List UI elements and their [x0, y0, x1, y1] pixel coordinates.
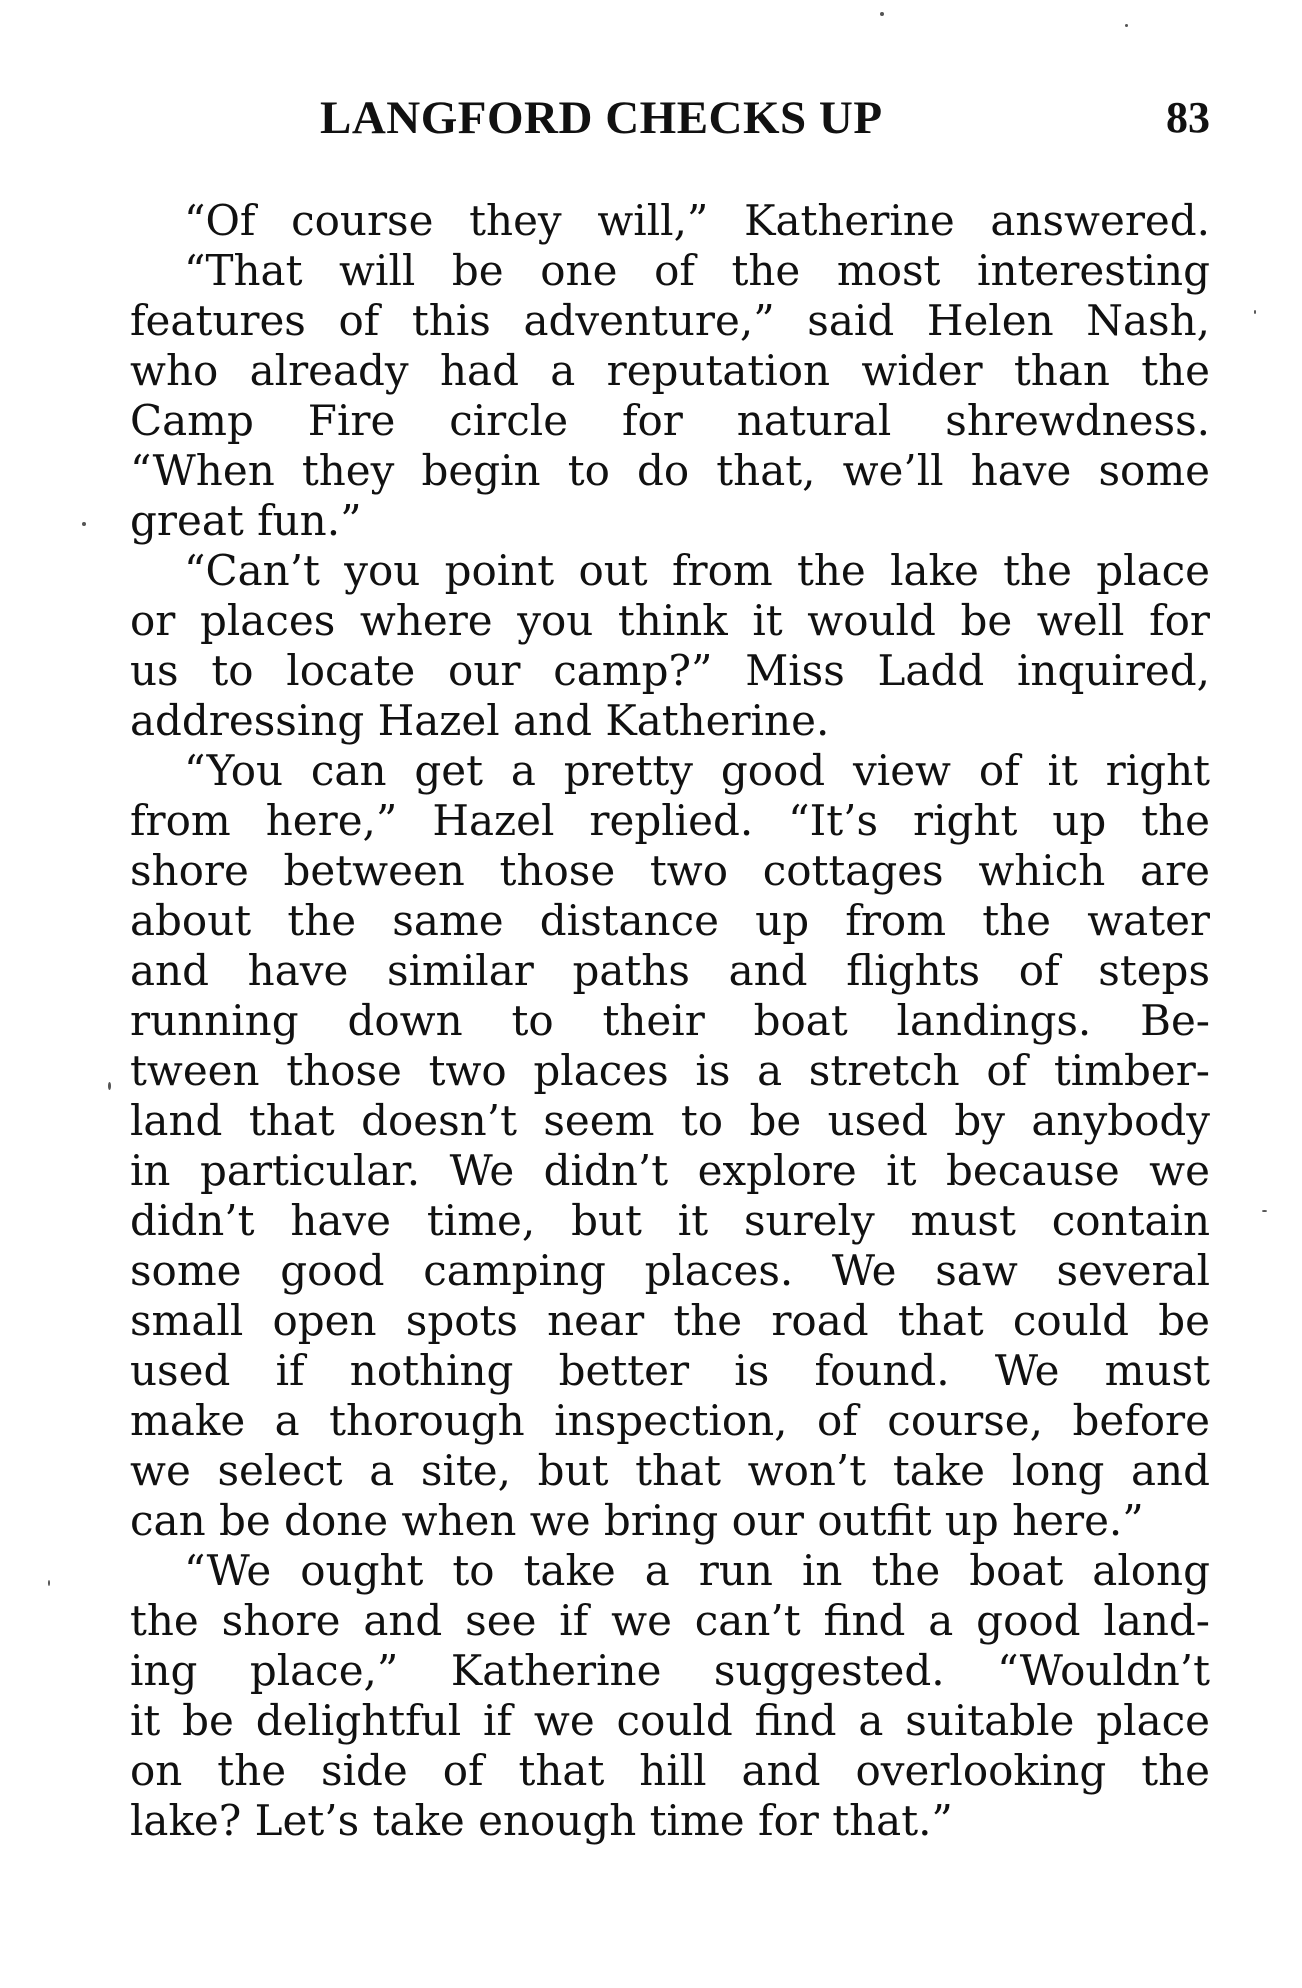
text-line: make a thorough inspection, of course, before	[130, 1396, 1210, 1445]
text-line: “Of course they will,” Katherine answered.	[184, 196, 1210, 245]
scan-speck	[1262, 1210, 1267, 1212]
text-line: can be done when we bring our outfit up here.”	[130, 1496, 1144, 1545]
text-line: tween those two places is a stretch of timber-	[130, 1046, 1210, 1095]
text-line: running down to their boat landings. Be-	[130, 996, 1210, 1045]
text-line: used if nothing better is found. We must	[130, 1346, 1210, 1395]
text-line: lake? Let’s take enough time for that.”	[130, 1796, 953, 1845]
text-line: features of this adventure,” said Helen Nash,	[130, 296, 1210, 345]
text-line: addressing Hazel and Katherine.	[130, 696, 830, 745]
scan-speck	[48, 1580, 50, 1586]
text-line: didn’t have time, but it surely must contain	[130, 1196, 1210, 1245]
text-line: us to locate our camp?” Miss Ladd inquired,	[130, 646, 1210, 695]
text-line: “We ought to take a run in the boat along	[184, 1546, 1210, 1595]
text-line: “Can’t you point out from the lake the place	[184, 546, 1210, 595]
text-line: shore between those two cottages which are	[130, 846, 1210, 895]
text-line: on the side of that hill and overlooking the	[130, 1746, 1210, 1795]
text-line: “When they begin to do that, we’ll have some	[130, 446, 1210, 495]
text-line: the shore and see if we can’t find a good land-	[130, 1596, 1210, 1645]
text-line: and have similar paths and flights of steps	[130, 946, 1210, 995]
text-line: land that doesn’t seem to be used by anybody	[130, 1096, 1210, 1145]
text-line: it be delightful if we could find a suitable place	[130, 1696, 1210, 1745]
scan-speck	[880, 12, 884, 16]
text-line: ing place,” Katherine suggested. “Wouldn’t	[130, 1646, 1210, 1695]
text-line: great fun.”	[130, 496, 362, 545]
chapter-title: LANGFORD CHECKS UP	[320, 92, 883, 144]
text-line: in particular. We didn’t explore it because we	[130, 1146, 1210, 1195]
text-line: “You can get a pretty good view of it right	[184, 746, 1210, 795]
text-line: about the same distance up from the water	[130, 896, 1210, 945]
scan-speck	[1254, 310, 1256, 314]
scan-speck	[108, 1082, 111, 1090]
scan-speck	[1125, 24, 1128, 27]
page-number: 83	[1166, 93, 1210, 142]
text-line: we select a site, but that won’t take long and	[130, 1446, 1210, 1495]
text-line: who already had a reputation wider than the	[130, 346, 1210, 395]
text-line: “That will be one of the most interesting	[184, 246, 1210, 295]
text-line: Camp Fire circle for natural shrewdness.	[130, 396, 1210, 445]
text-line: small open spots near the road that could be	[130, 1296, 1210, 1345]
text-line: from here,” Hazel replied. “It’s right up the	[130, 796, 1210, 845]
body-text	[130, 196, 1210, 1846]
scan-speck	[82, 522, 86, 526]
text-line: or places where you think it would be well for	[130, 596, 1210, 645]
running-head	[130, 88, 1210, 148]
text-line: some good camping places. We saw several	[130, 1246, 1210, 1295]
